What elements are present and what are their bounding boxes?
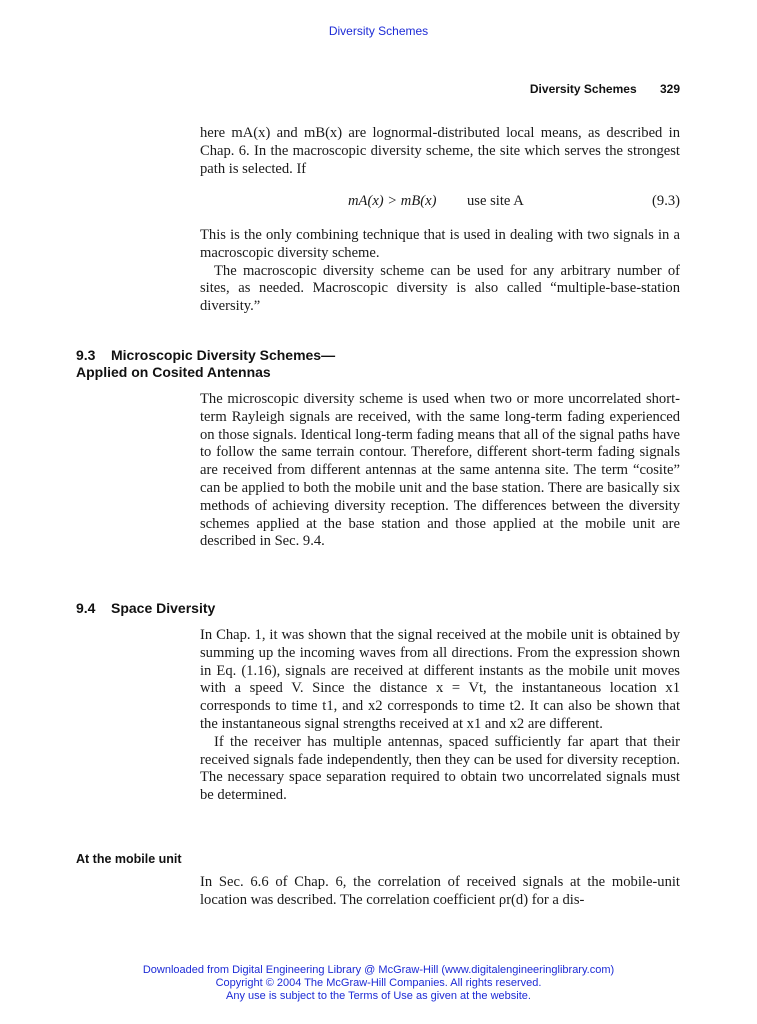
- intro-paragraph-2: This is the only combining technique that is used in dealing with two signals in a macroscopic diversity scheme.: [200, 227, 680, 261]
- download-footer: [0, 964, 757, 1003]
- footer-line-1[interactable]: Downloaded from Digital Engineering Library @ McGraw-Hill (www.digitalengineeringlibrary.com): [142, 964, 615, 976]
- section-9-3-paragraph-1: The microscopic diversity scheme is used when two or more uncorrelated short-term Rayleigh signals are received, with the same long-term fading experienced on those signals. Identical long-term fading means that all of the signal paths have to follow the same terrain contour. Therefore, different short-term fading signals are received from different antennas at the same antenna site. The term “cosite” can be applied to both the mobile unit and the base station. There are basically six methods of achieving diversity reception. The differences between the diversity schemes applied at the base station and those applied at the mobile unit are described in Sec. 9.4.: [200, 391, 680, 550]
- top-title-link[interactable]: Diversity Schemes: [328, 24, 429, 38]
- section-title-line-2: Applied on Cosited Antennas: [76, 364, 271, 380]
- mobile-unit-body: [200, 874, 680, 910]
- section-9-4-paragraph-2: If the receiver has multiple antennas, spaced sufficiently far apart that their received signals fade independently, then they can be used for diversity reception. The necessary space separation required to obtain two uncorrelated signals must be determined.: [200, 733, 680, 804]
- intro-block-2: [200, 227, 680, 316]
- running-title: Diversity Schemes: [529, 82, 637, 96]
- equation-9-3: [200, 193, 680, 211]
- section-9-3-body: [200, 391, 680, 551]
- running-header: [530, 82, 680, 96]
- subsection-heading-mobile-unit: At the mobile unit: [76, 852, 182, 866]
- section-heading-9-3: [76, 347, 335, 381]
- intro-paragraph-3: The macroscopic diversity scheme can be used for any arbitrary number of sites, as needed. Macroscopic diversity is also called “multiple-base-station diversity.”: [200, 262, 680, 315]
- intro-paragraph-1: here mA(x) and mB(x) are lognormal-distributed local means, as described in Chap. 6. In the macroscopic diversity scheme, the site which serves the strongest path is selected. If: [200, 125, 680, 177]
- equation-condition: use site A: [467, 193, 524, 209]
- section-number: 9.3: [76, 347, 96, 363]
- section-number: 9.4: [76, 600, 96, 616]
- footer-line-2: Copyright © 2004 The McGraw-Hill Companies. All rights reserved.: [215, 977, 542, 989]
- equation-lhs: mA(x) > mB(x): [348, 193, 437, 209]
- section-9-4-body: [200, 627, 680, 805]
- section-title: Space Diversity: [111, 600, 216, 616]
- equation-number: (9.3): [652, 193, 680, 209]
- mobile-unit-paragraph-1: In Sec. 6.6 of Chap. 6, the correlation of received signals at the mobile-unit location was described. The correlation coefficient ρr(d) for a dis-: [200, 874, 680, 908]
- intro-block: [200, 125, 680, 178]
- page-number: 329: [659, 82, 680, 96]
- footer-line-3[interactable]: Any use is subject to the Terms of Use as given at the website.: [226, 990, 531, 1002]
- section-9-4-paragraph-1: In Chap. 1, it was shown that the signal received at the mobile unit is obtained by summing up the incoming waves from all directions. From the expression shown in Eq. (1.16), signals are received at different instants as the mobile unit moves with a speed V. Since the distance x = Vt, the instantaneous location x1 corresponds to time t1, and x2 corresponds to time t2. It can also be shown that the instantaneous signal strengths received at x1 and x2 are different.: [200, 627, 680, 732]
- section-title-line-1: Microscopic Diversity Schemes—: [111, 347, 336, 363]
- section-heading-9-4: [76, 600, 215, 617]
